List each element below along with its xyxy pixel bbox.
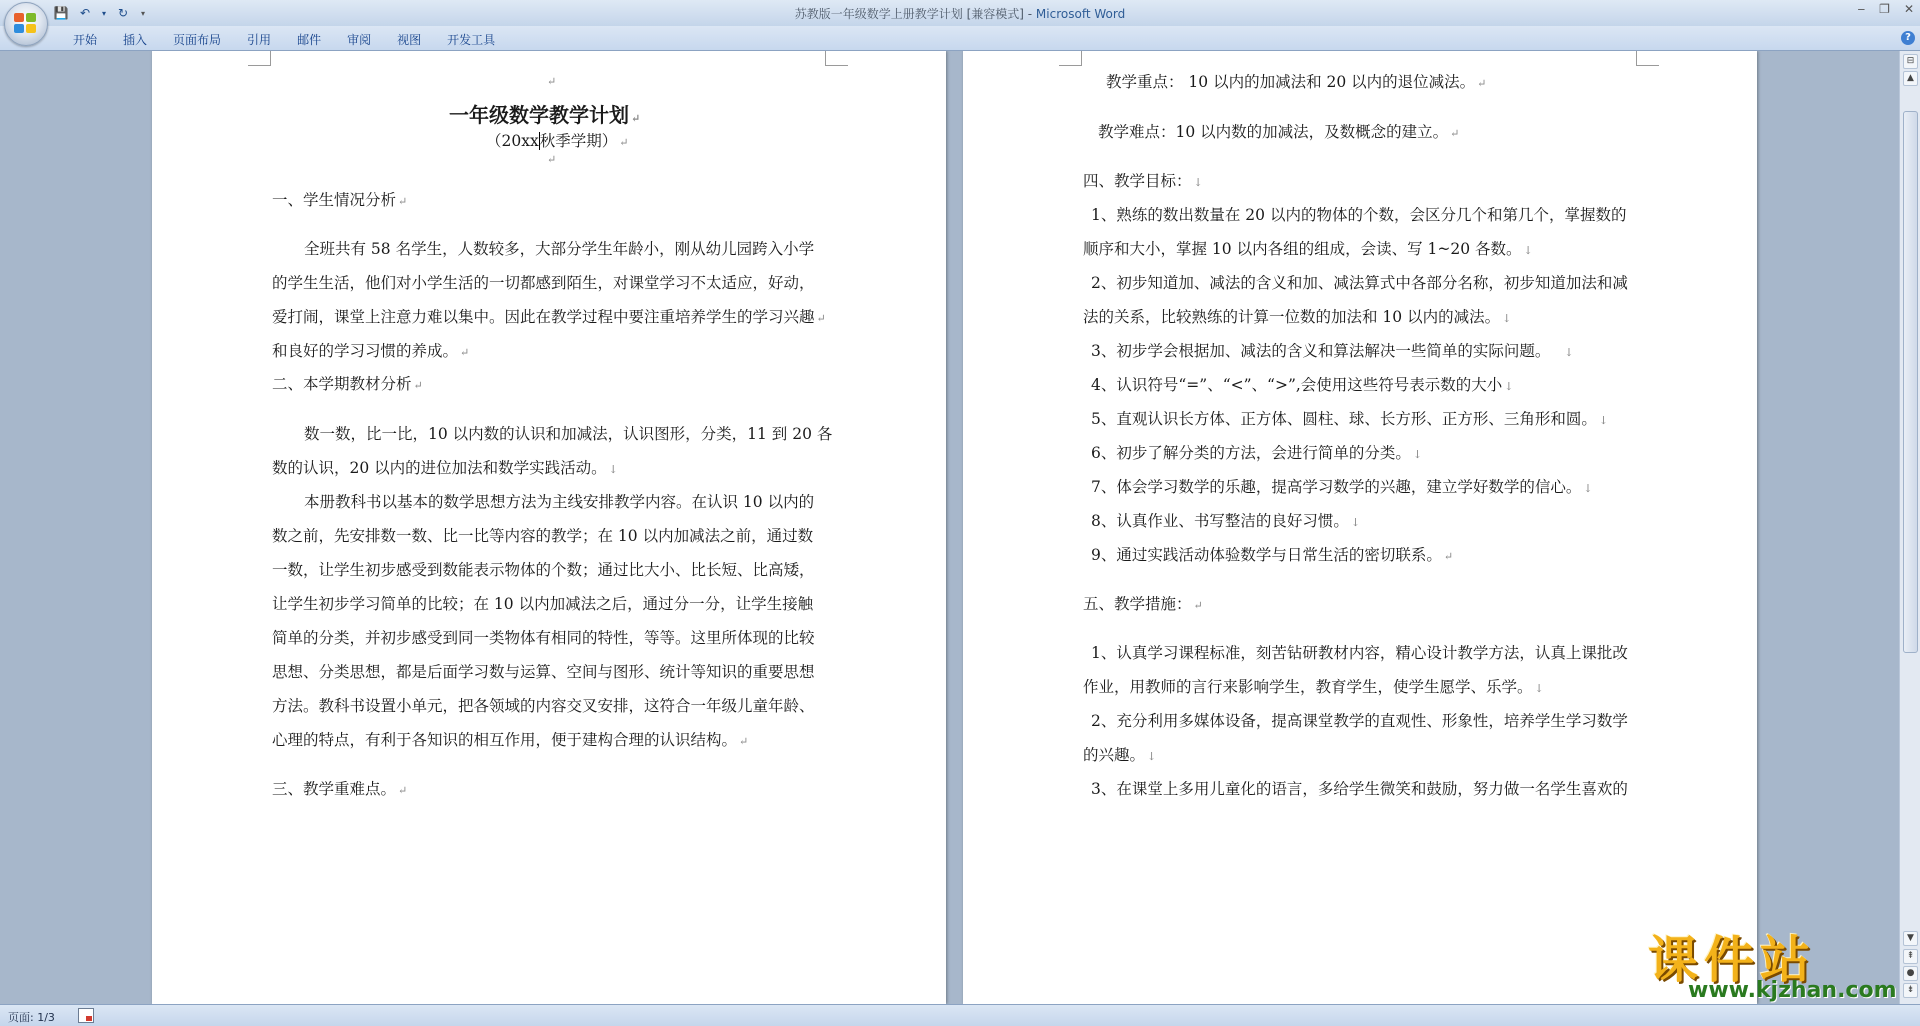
- paragraph-line: 数之前，先安排数一数、比一比等内容的教学；在 10 以内加减法之前，通过数: [272, 527, 814, 545]
- goal-line: 8、认真作业、书写整洁的良好习惯。 ↓: [1091, 512, 1361, 530]
- save-icon[interactable]: 💾: [53, 6, 69, 20]
- close-icon[interactable]: ✕: [1903, 2, 1914, 16]
- goal-line: 7、体会学习数学的乐趣，提高学习数学的兴趣，建立学好数学的信心。 ↓: [1091, 478, 1593, 496]
- measure-line: 作业，用教师的言行来影响学生，教育学生，使学生愿学、乐学。 ↓: [1083, 678, 1544, 696]
- goal-line: 5、直观认识长方体、正方体、圆柱、球、长方形、正方形、三角形和圆。 ↓: [1091, 410, 1609, 428]
- measure-line: 的兴趣。 ↓: [1083, 746, 1157, 764]
- tab-review[interactable]: 审阅: [347, 33, 372, 47]
- watermark-url: www.kjzhan.com: [1688, 978, 1897, 1003]
- tab-insert[interactable]: 插入: [123, 33, 148, 47]
- paragraph-line: 爱打闹，课堂上注意力难以集中。因此在教学过程中要注重培养学生的学习兴趣 ↵: [272, 308, 826, 326]
- section-heading: 二、本学期教材分析 ↵: [272, 375, 423, 393]
- goal-line: 4、认识符号“=”、“<”、“>”,会使用这些符号表示数的大小 ↓: [1091, 376, 1514, 394]
- scroll-down-icon[interactable]: ▼: [1903, 931, 1918, 946]
- watermark-logo-text: 课件站: [1648, 931, 1816, 989]
- paragraph-line: 简单的分类，并初步感受到同一类物体有相同的特性，等等。这里所体现的比较: [272, 629, 815, 647]
- app-name: Microsoft Word: [1035, 7, 1126, 21]
- maximize-icon[interactable]: ❐: [1879, 2, 1890, 16]
- next-page-icon[interactable]: ⇟: [1903, 983, 1918, 998]
- document-subtitle: （20xx秋季学期） ↵: [486, 132, 629, 150]
- tab-page-layout[interactable]: 页面布局: [173, 33, 222, 47]
- empty-paragraph: ↵: [547, 75, 557, 88]
- goal-line: 2、初步知道加、减法的含义和加、减法算式中各部分名称，初步知道加法和减: [1091, 274, 1628, 292]
- ruler-toggle-icon[interactable]: ⊟: [1903, 54, 1918, 69]
- window-title: [0, 5, 1920, 22]
- office-logo-icon: [14, 13, 38, 35]
- tab-view[interactable]: 视图: [397, 33, 422, 47]
- document-name: 苏教版一年级数学上册教学计划 [兼容模式] -: [794, 7, 1036, 21]
- paragraph-line: 全班共有 58 名学生，人数较多，大部分学生年龄小，刚从幼儿园跨入小学: [304, 240, 815, 258]
- site-watermark: [1648, 920, 1903, 1005]
- crop-mark: [248, 51, 271, 66]
- crop-mark: [825, 51, 848, 66]
- help-icon[interactable]: ?: [1901, 31, 1915, 45]
- difficulty-line: 教学难点：10 以内数的加减法，及数概念的建立。 ↵: [1098, 123, 1460, 141]
- ribbon-tab-bar: [0, 26, 1920, 51]
- paragraph-line: 数的认识，20 以内的进位加法和数学实践活动。 ↓: [272, 459, 618, 477]
- goal-line: 1、熟练的数出数量在 20 以内的物体的个数，会区分几个和第几个，掌握数的: [1091, 206, 1627, 224]
- scrollbar-thumb[interactable]: [1903, 111, 1918, 653]
- empty-paragraph: ↵: [547, 153, 557, 166]
- paragraph-line: 本册教科书以基本的数学思想方法为主线安排教学内容。在认识 10 以内的: [304, 493, 815, 511]
- paragraph-line: 心理的特点，有利于各知识的相互作用，便于建构合理的认识结构。 ↵: [272, 731, 749, 749]
- previous-page-icon[interactable]: ⇞: [1903, 949, 1918, 964]
- status-bar: [0, 1004, 1920, 1026]
- paragraph-line: 一数，让学生初步感受到数能表示物体的个数；通过比大小、比长短、比高矮，: [272, 561, 815, 579]
- crop-mark: [1636, 51, 1659, 66]
- paragraph-line: 的学生生活，他们对小学生活的一切都感到陌生，对课堂学习不太适应，好动，: [272, 274, 815, 292]
- proofing-status-icon[interactable]: [78, 1008, 94, 1023]
- section-heading: 五、教学措施： ↵: [1083, 595, 1203, 613]
- section-heading: 三、教学重难点。 ↵: [272, 780, 408, 798]
- goal-line: 3、初步学会根据加、减法的含义和算法解决一些简单的实际问题。 ↓: [1091, 342, 1574, 360]
- scroll-up-icon[interactable]: ▲: [1903, 71, 1918, 86]
- tab-mailings[interactable]: 邮件: [297, 33, 322, 47]
- paragraph-line: 数一数，比一比，10 以内数的认识和加减法，认识图形，分类，11 到 20 各: [304, 425, 833, 443]
- goal-line: 9、通过实践活动体验数学与日常生活的密切联系。 ↵: [1091, 546, 1454, 564]
- goal-line: 法的关系，比较熟练的计算一位数的加法和 10 以内的减法。 ↓: [1083, 308, 1512, 326]
- undo-icon[interactable]: ↶: [79, 6, 91, 20]
- office-button[interactable]: [4, 2, 48, 46]
- measure-line: 2、充分利用多媒体设备，提高课堂教学的直观性、形象性，培养学生学习数学: [1091, 712, 1628, 730]
- goal-line: 6、初步了解分类的方法，会进行简单的分类。 ↓: [1091, 444, 1423, 462]
- document-page-1[interactable]: [152, 51, 946, 1004]
- paragraph-line: 和良好的学习习惯的养成。 ↵: [272, 342, 470, 360]
- undo-dropdown-icon[interactable]: ▾: [101, 8, 106, 18]
- vertical-scrollbar[interactable]: [1899, 51, 1920, 1004]
- customize-qat-icon[interactable]: ▾: [140, 8, 145, 18]
- minimize-icon[interactable]: ‒: [1857, 2, 1866, 16]
- page-indicator[interactable]: 页面: 1/3: [8, 1011, 55, 1024]
- goal-line: 顺序和大小，掌握 10 以内各组的组成，会读、写 1~20 各数。 ↓: [1083, 240, 1533, 258]
- paragraph-line: 让学生初步学习简单的比较；在 10 以内加减法之后，通过分一分，让学生接触: [272, 595, 814, 613]
- paragraph-line: 思想、分类思想，都是后面学习数与运算、空间与图形、统计等知识的重要思想: [272, 663, 815, 681]
- measure-line: 3、在课堂上多用儿童化的语言，多给学生微笑和鼓励，努力做一名学生喜欢的: [1091, 780, 1628, 798]
- tab-references[interactable]: 引用: [247, 33, 272, 47]
- title-bar: [0, 0, 1920, 26]
- select-browse-object-icon[interactable]: ●: [1903, 966, 1918, 981]
- key-points-line: 教学重点： 10 以内的加减法和 20 以内的退位减法。 ↵: [1106, 73, 1487, 91]
- tab-developer[interactable]: 开发工具: [447, 33, 496, 47]
- measure-line: 1、认真学习课程标准，刻苦钻研教材内容，精心设计教学方法，认真上课批改: [1091, 644, 1628, 662]
- redo-icon[interactable]: ↻: [117, 6, 129, 20]
- section-heading: 一、学生情况分析 ↵: [272, 191, 408, 209]
- paragraph-line: 方法。教科书设置小单元，把各领域的内容交叉安排，这符合一年级儿童年龄、: [272, 697, 815, 715]
- crop-mark: [1059, 51, 1082, 66]
- document-workspace: [0, 51, 1900, 1004]
- window-controls: [1858, 2, 1914, 16]
- document-page-2[interactable]: [963, 51, 1757, 1004]
- tab-home[interactable]: 开始: [73, 33, 98, 47]
- section-heading: 四、教学目标： ↓: [1083, 172, 1203, 190]
- document-title: 一年级数学教学计划 ↵: [449, 103, 641, 127]
